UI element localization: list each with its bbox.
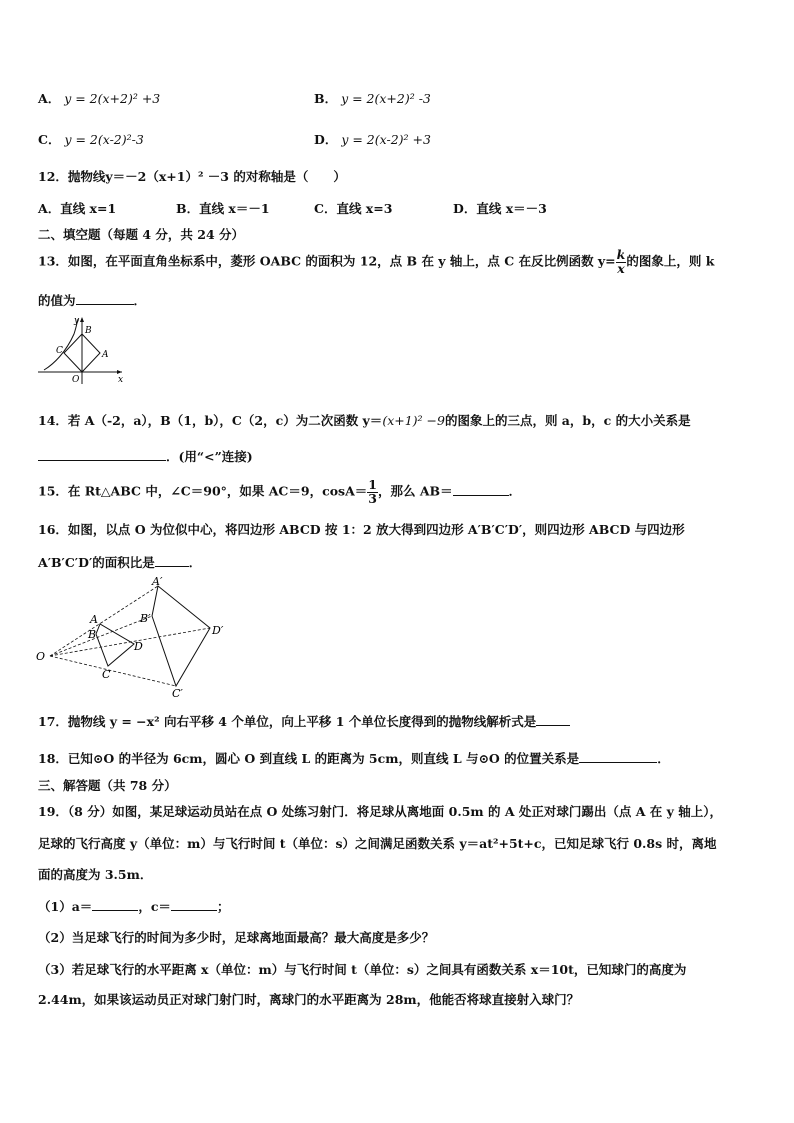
label-c: C [56, 346, 63, 356]
y-axis-arrow [80, 317, 84, 322]
q19-line-3: 面的高度为 3.5m． [38, 867, 153, 882]
q13-line-1: 13．如图，在平面直角坐标系中，菱形 OABC 的面积为 12，点 B 在 y 轴上，点 C 在反比例函数 y= $\frac{k}{x}$ 的图象上，则 k [38, 247, 715, 276]
q16-line-1: 16．如图，以点 O 为位似中心，将四边形 ABCD 按 1：2 放大得到四边形 A′B′C′D′，则四边形 ABCD 与四边形 [38, 522, 685, 537]
q12-option-d: D．直线 x＝－3 [453, 201, 547, 216]
label-a: A [90, 613, 98, 626]
q17-answer-blank [536, 713, 570, 726]
q19-line-1: 19．（8 分）如图，某足球运动员站在点 O 处练习射门．将足球从离地面 0.5m 的 A 处正对球门踢出（点 A 在 y 轴上）， [38, 804, 722, 819]
q16-line-2: A′B′C′D′的面积比是 ． [38, 555, 202, 570]
q15-fraction: $\frac{1}{3}$ [368, 477, 377, 506]
q18-answer-blank [579, 750, 657, 763]
q14-answer-blank [38, 448, 166, 461]
label-b-prime: B′ [140, 612, 151, 625]
x-axis-arrow [117, 370, 122, 374]
label-a-prime: A′ [152, 575, 163, 588]
q14-line-1: 14．若 A（-2，a），B（1，b），C（2，c）为二次函数 y＝(x+1)² −9的图象上的三点，则 a，b，c 的大小关系是 [38, 413, 691, 428]
section-3-heading: 三、解答题（共 78 分） [38, 778, 177, 793]
label-c: C [102, 668, 111, 681]
q17-line: 17．抛物线 y = −x² 向右平移 4 个单位，向上平移 1 个单位长度得到的抛物线解析式是 [38, 712, 570, 730]
q11-option-b: B． y = 2(x+2)² -3 [314, 91, 431, 106]
quad-a2b2c2d2 [152, 586, 210, 686]
q11-option-a: A． y = 2(x+2)² +3 [38, 91, 161, 106]
q12-option-c: C．直线 x=3 [314, 201, 393, 216]
q12-option-b: B．直线 x＝－1 [176, 201, 270, 216]
q15-line: 15．在 Rt△ABC 中，∠C＝90°，如果 AC＝9，cosA＝ $\frac{1}{3}$ ，那么 AB＝ ． [38, 477, 522, 506]
q12-stem: 12．抛物线y＝－2（x+1）² －3 的对称轴是（ ） [38, 169, 346, 184]
q19-a-blank [92, 898, 138, 911]
label-a: A [102, 350, 109, 360]
label-b: B [85, 326, 92, 336]
q19-part-1: （1）a＝ ，c＝ ； [38, 899, 230, 914]
q18-line: 18．已知⊙O 的半径为 6cm，圆心 O 到直线 L 的距离为 5cm，则直线 L 与⊙O 的位置关系是 ． [38, 751, 670, 766]
q19-part-3-line-2: 2.44m，如果该运动员正对球门射门时，离球门的水平距离为 28m，他能否将球直接射入球门？ [38, 992, 580, 1007]
q13-fraction: $\frac{k}{x}$ [616, 247, 626, 276]
label-o: O [72, 375, 80, 385]
q19-part-3-line-1: （3）若足球飞行的水平距离 x（单位：m）与飞行时间 t（单位：s）之间具有函数关系 x＝10t，已知球门的高度为 [38, 962, 687, 977]
label-d: D [134, 640, 143, 653]
label-x: x [118, 375, 124, 385]
q11-option-c: C． y = 2(x-2)²-3 [38, 132, 144, 147]
q19-part-2: （2）当足球飞行的时间为多少时，足球离地面最高？最大高度是多少？ [38, 930, 435, 945]
q15-answer-blank [453, 483, 509, 496]
q13-line-2: 的值为 ． [38, 293, 147, 308]
q13-answer-blank [76, 292, 134, 305]
q13-figure [36, 314, 128, 386]
section-2-heading: 二、填空题（每题 4 分，共 24 分） [38, 227, 245, 242]
q19-c-blank [171, 898, 217, 911]
label-c-prime: C′ [172, 687, 183, 700]
q11-option-d: D． y = 2(x-2)² +3 [314, 132, 431, 147]
q19-line-2: 足球的飞行高度 y（单位：m）与飞行时间 t（单位：s）之间满足函数关系 y＝at²+5t+c，已知足球飞行 0.8s 时，离地 [38, 836, 717, 851]
label-d-prime: D′ [212, 624, 224, 637]
q14-line-2: ．(用“<”连接) [38, 447, 253, 465]
label-o: O [36, 650, 46, 663]
q16-figure [34, 574, 240, 700]
label-y: y [74, 316, 80, 326]
projection-lines [50, 586, 210, 686]
q16-answer-blank [155, 554, 189, 567]
label-b: B [88, 628, 97, 641]
q12-option-a: A．直线 x=1 [38, 201, 117, 216]
